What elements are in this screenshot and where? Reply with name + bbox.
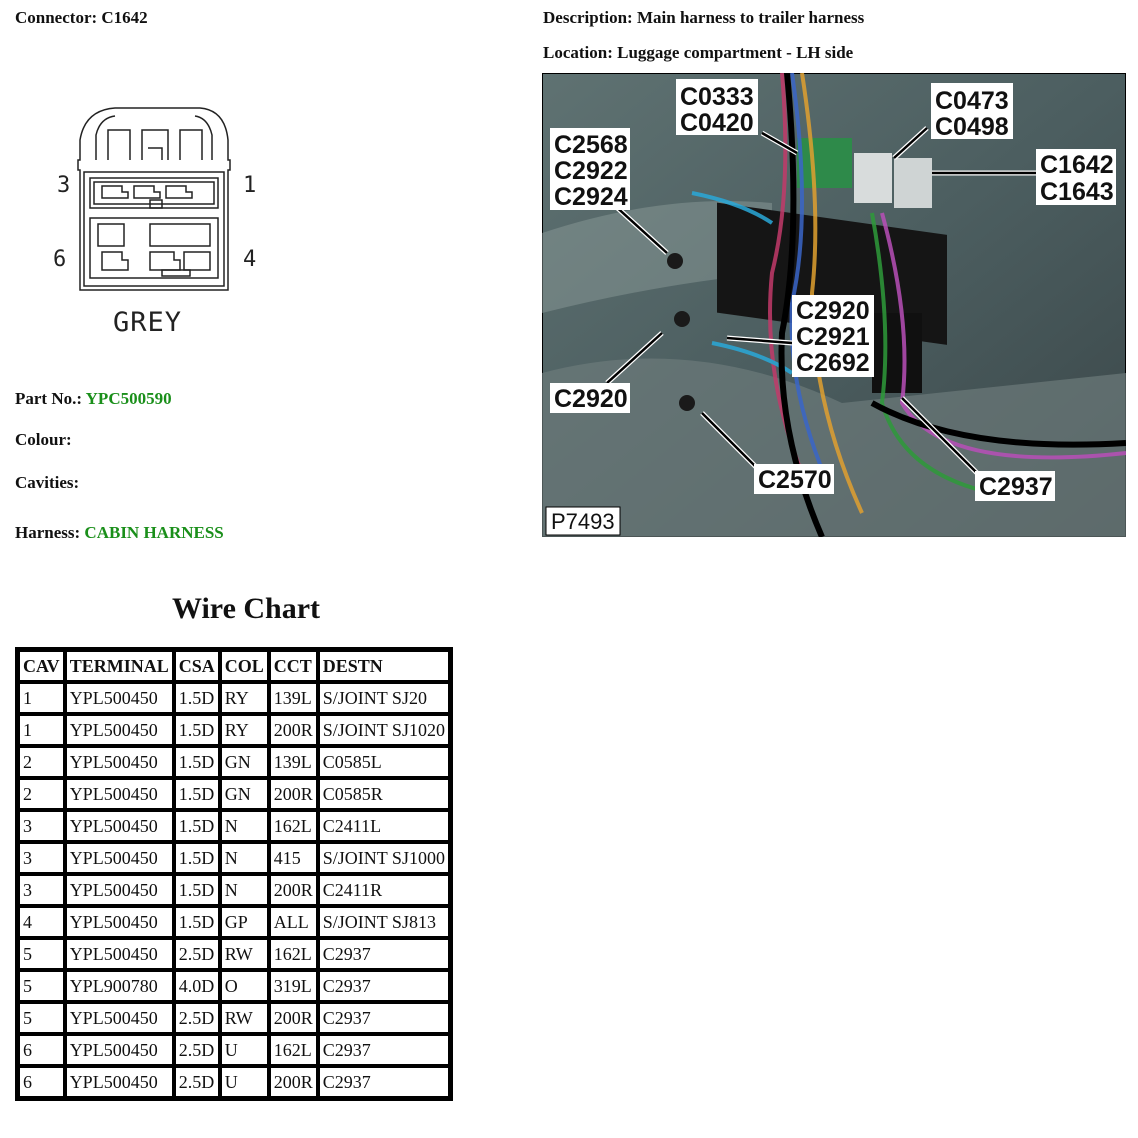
- description-label: Description:: [543, 8, 633, 27]
- table-cell-destn: C2411L: [318, 810, 450, 842]
- pin-number: 4: [243, 247, 257, 272]
- location-photo: [542, 73, 1126, 537]
- callout-label: C0498: [935, 113, 1009, 141]
- callout-label: C2692: [796, 349, 870, 377]
- callout-label: C2922: [554, 157, 628, 185]
- harness-label: Harness:: [15, 523, 81, 542]
- table-cell-col: RY: [220, 682, 269, 714]
- part-no-value: YPC500590: [85, 389, 172, 408]
- photo-ref-label: P7493: [551, 509, 615, 534]
- table-row: [18, 938, 450, 970]
- table-row: [18, 874, 450, 906]
- table-row: [18, 906, 450, 938]
- callout-c1642-group: [1036, 149, 1116, 206]
- column-header: COL: [220, 650, 269, 682]
- callout-c2570: [754, 464, 834, 494]
- table-cell-cct: 319L: [269, 970, 318, 1002]
- callout-c2937: [975, 471, 1055, 501]
- table-row: [18, 682, 450, 714]
- part-no-label: Part No.:: [15, 389, 83, 408]
- table-cell-cct: 162L: [269, 810, 318, 842]
- table-cell-cav: 5: [18, 1002, 65, 1034]
- table-cell-col: GN: [220, 778, 269, 810]
- table-cell-col: N: [220, 810, 269, 842]
- table-cell-csa: 2.5D: [174, 1066, 220, 1098]
- table-cell-cct: 162L: [269, 938, 318, 970]
- connector-colour-label: GREY: [113, 307, 183, 338]
- photo-ground-stud: [679, 395, 695, 411]
- callout-c0473-group: [931, 83, 1013, 141]
- connector-title: [15, 8, 148, 28]
- cavities: [15, 473, 79, 493]
- table-cell-terminal: YPL500450: [65, 938, 174, 970]
- callout-label: C2921: [796, 323, 870, 351]
- location-label: Location:: [543, 43, 613, 62]
- table-cell-cct: 139L: [269, 682, 318, 714]
- table-cell-terminal: YPL500450: [65, 1066, 174, 1098]
- table-cell-cav: 3: [18, 810, 65, 842]
- column-header: DESTN: [318, 650, 450, 682]
- table-cell-cav: 1: [18, 714, 65, 746]
- table-cell-csa: 4.0D: [174, 970, 220, 1002]
- table-cell-cav: 1: [18, 682, 65, 714]
- callout-label: C2570: [758, 466, 832, 494]
- table-cell-csa: 2.5D: [174, 1002, 220, 1034]
- table-cell-cct: 200R: [269, 874, 318, 906]
- table-row: [18, 714, 450, 746]
- table-cell-terminal: YPL500450: [65, 714, 174, 746]
- table-cell-col: RW: [220, 938, 269, 970]
- table-cell-cav: 4: [18, 906, 65, 938]
- table-cell-destn: S/JOINT SJ1000: [318, 842, 450, 874]
- wire-chart-body: [18, 682, 450, 1098]
- table-cell-terminal: YPL500450: [65, 778, 174, 810]
- table-row: [18, 746, 450, 778]
- connector-label: Connector:: [15, 8, 98, 27]
- table-cell-terminal: YPL500450: [65, 746, 174, 778]
- table-cell-destn: S/JOINT SJ20: [318, 682, 450, 714]
- table-cell-terminal: YPL500450: [65, 906, 174, 938]
- table-cell-destn: C0585L: [318, 746, 450, 778]
- table-cell-csa: 1.5D: [174, 906, 220, 938]
- table-cell-col: U: [220, 1066, 269, 1098]
- table-cell-csa: 1.5D: [174, 746, 220, 778]
- column-header: CAV: [18, 650, 65, 682]
- table-cell-destn: C2937: [318, 938, 450, 970]
- table-row: [18, 778, 450, 810]
- callout-label: C2568: [554, 131, 628, 159]
- table-cell-col: RW: [220, 1002, 269, 1034]
- callout-c0333-group: [676, 79, 758, 137]
- table-cell-cav: 6: [18, 1066, 65, 1098]
- wire-chart-title: Wire Chart: [172, 592, 321, 625]
- photo-ground-stud: [667, 253, 683, 269]
- table-cell-col: N: [220, 842, 269, 874]
- colour: [15, 430, 72, 450]
- callout-c2920-group: [792, 295, 874, 377]
- table-cell-csa: 1.5D: [174, 682, 220, 714]
- table-row: [18, 842, 450, 874]
- callout-c2568-group: [550, 128, 630, 211]
- table-cell-terminal: YPL500450: [65, 682, 174, 714]
- photo-ground-stud: [674, 311, 690, 327]
- table-cell-col: O: [220, 970, 269, 1002]
- photo-grey-connector: [854, 153, 892, 203]
- harness-value: CABIN HARNESS: [84, 523, 224, 542]
- table-cell-cav: 2: [18, 778, 65, 810]
- table-cell-destn: C2937: [318, 1002, 450, 1034]
- table-cell-destn: C2411R: [318, 874, 450, 906]
- part-number: [15, 389, 172, 409]
- location-value: Luggage compartment - LH side: [617, 43, 854, 62]
- table-row: [18, 1066, 450, 1098]
- table-cell-cav: 6: [18, 1034, 65, 1066]
- location: [543, 43, 853, 63]
- table-header-row: [18, 650, 450, 682]
- callout-label: C2920: [554, 385, 628, 413]
- table-cell-cct: 200R: [269, 714, 318, 746]
- table-cell-destn: C2937: [318, 1034, 450, 1066]
- photo-black-connector: [872, 313, 922, 393]
- colour-label: Colour:: [15, 430, 72, 449]
- photo-ref: [546, 507, 620, 535]
- callout-label: C0473: [935, 87, 1009, 115]
- table-cell-cct: 200R: [269, 1002, 318, 1034]
- callout-c2920-left: [550, 383, 630, 413]
- table-cell-cct: 162L: [269, 1034, 318, 1066]
- pin-number: 1: [243, 173, 257, 198]
- table-cell-destn: C2937: [318, 1066, 450, 1098]
- pin-number: 6: [53, 247, 67, 272]
- column-header: CSA: [174, 650, 220, 682]
- callout-label: C2920: [796, 297, 870, 325]
- table-cell-csa: 1.5D: [174, 810, 220, 842]
- column-header: CCT: [269, 650, 318, 682]
- table-cell-cct: ALL: [269, 906, 318, 938]
- wire-chart-table: [15, 647, 453, 1101]
- description-value: Main harness to trailer harness: [636, 8, 865, 27]
- callout-label: C1642: [1040, 151, 1114, 179]
- table-cell-csa: 1.5D: [174, 778, 220, 810]
- table-row: [18, 810, 450, 842]
- table-cell-destn: S/JOINT SJ813: [318, 906, 450, 938]
- photo-green-connector: [797, 138, 852, 188]
- photo-grey-connector: [894, 158, 932, 208]
- description: [543, 8, 864, 28]
- table-cell-col: GN: [220, 746, 269, 778]
- table-cell-col: GP: [220, 906, 269, 938]
- table-cell-terminal: YPL500450: [65, 810, 174, 842]
- callout-label: C1643: [1040, 178, 1114, 206]
- cavities-label: Cavities:: [15, 473, 80, 492]
- table-cell-cav: 3: [18, 874, 65, 906]
- table-cell-cct: 139L: [269, 746, 318, 778]
- table-cell-cct: 415: [269, 842, 318, 874]
- table-cell-destn: S/JOINT SJ1020: [318, 714, 450, 746]
- table-cell-cct: 200R: [269, 1066, 318, 1098]
- connector-value: C1642: [101, 8, 148, 27]
- table-cell-terminal: YPL500450: [65, 842, 174, 874]
- table-cell-cav: 5: [18, 938, 65, 970]
- table-cell-col: N: [220, 874, 269, 906]
- table-cell-cav: 3: [18, 842, 65, 874]
- table-cell-col: RY: [220, 714, 269, 746]
- table-cell-terminal: YPL900780: [65, 970, 174, 1002]
- callout-label: C0333: [680, 83, 754, 111]
- callout-label: C0420: [680, 109, 754, 137]
- table-cell-destn: C2937: [318, 970, 450, 1002]
- table-cell-cav: 2: [18, 746, 65, 778]
- table-cell-terminal: YPL500450: [65, 1002, 174, 1034]
- table-cell-csa: 2.5D: [174, 938, 220, 970]
- table-cell-col: U: [220, 1034, 269, 1066]
- callout-label: C2937: [979, 473, 1053, 501]
- table-cell-terminal: YPL500450: [65, 874, 174, 906]
- table-cell-cct: 200R: [269, 778, 318, 810]
- callout-label: C2924: [554, 183, 628, 211]
- table-cell-destn: C0585R: [318, 778, 450, 810]
- table-cell-csa: 1.5D: [174, 842, 220, 874]
- column-header: TERMINAL: [65, 650, 174, 682]
- harness: [15, 523, 224, 543]
- table-row: [18, 970, 450, 1002]
- table-cell-csa: 1.5D: [174, 714, 220, 746]
- table-cell-csa: 2.5D: [174, 1034, 220, 1066]
- table-row: [18, 1002, 450, 1034]
- pin-number: 3: [57, 173, 71, 198]
- table-cell-csa: 1.5D: [174, 874, 220, 906]
- table-cell-cav: 5: [18, 970, 65, 1002]
- table-row: [18, 1034, 450, 1066]
- table-cell-terminal: YPL500450: [65, 1034, 174, 1066]
